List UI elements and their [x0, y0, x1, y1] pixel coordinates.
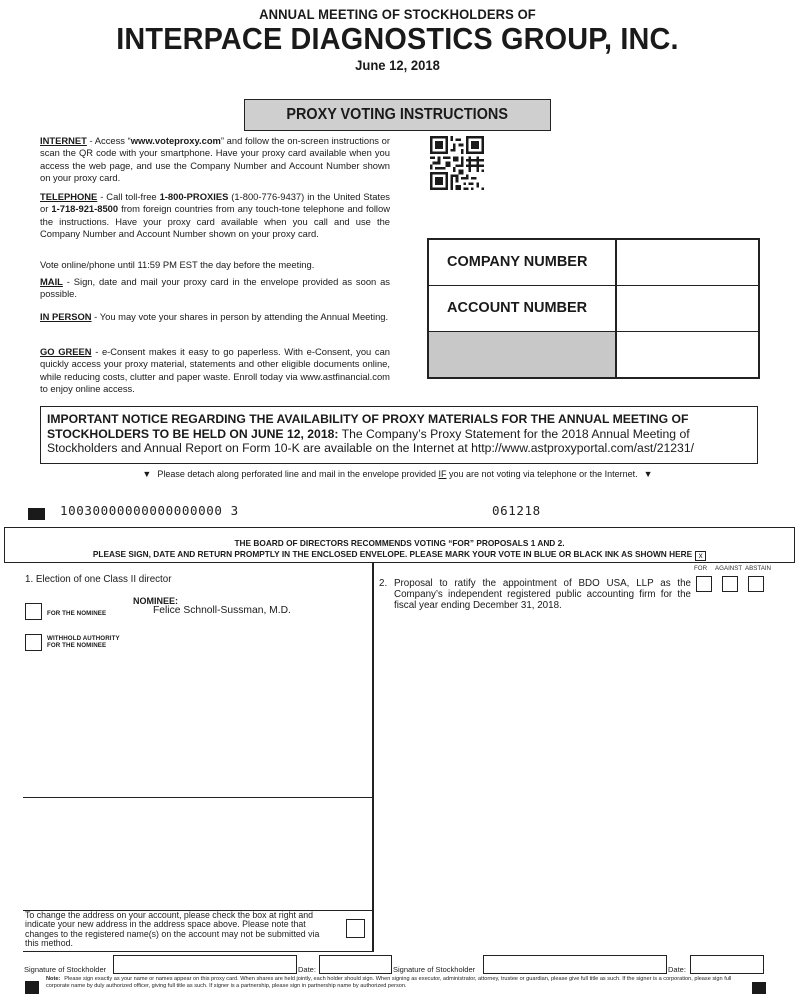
address-area-top [23, 797, 373, 798]
proposal-2-text: Proposal to ratify the appointment of BDO USA, LLP as the Company’s independent registered public accounting firm for the fiscal year ending December 31, 2018. [394, 578, 691, 611]
example-mark-box: x [695, 551, 706, 561]
registration-mark-bottom-left [25, 981, 39, 994]
mail-label: MAIL [40, 276, 63, 287]
voteproxy-link[interactable]: www.voteproxy.com [130, 135, 221, 146]
detach-text: Please detach along perforated line and mail in the envelope provided [157, 469, 439, 479]
nominee-heading: NOMINEE: [133, 596, 178, 606]
internet-text: - Access “ [86, 135, 131, 146]
proxy-voting-title-text: PROXY VOTING INSTRUCTIONS [286, 106, 509, 123]
vote-abstain-header: ABSTAIN [745, 565, 772, 572]
account-number-table [427, 238, 760, 379]
telephone-text-1: - Call toll-free [97, 191, 160, 202]
vote-for-header: FOR [694, 565, 708, 572]
telephone-text-3: from foreign countries from any touch-tone telephone and follow the instructions. Have your proxy card available when you call and use the Company Number and Account Number shown on your proxy card. [40, 203, 390, 239]
internet-instruction [40, 135, 390, 184]
address-change-text: To change the address on your account, please check the box at right and indicate your new address in the address space above. Please note that changes to the registered name(s) on the account may not be submitted via this method. [25, 910, 320, 949]
date-label-2: Date: [668, 965, 686, 974]
address-change-checkbox[interactable] [346, 919, 365, 938]
qr-code-icon[interactable] [430, 136, 484, 190]
detach-text-2: you are not voting via telephone or the Internet. [446, 469, 638, 479]
withhold-line-1: WITHHOLD AUTHORITY [47, 635, 120, 642]
address-change-bottom [23, 951, 373, 952]
telephone-instruction [40, 191, 390, 240]
date-field-2[interactable] [690, 955, 764, 974]
board-recommendation [4, 527, 795, 563]
withhold-authority-checbox[interactable] [25, 634, 42, 651]
detach-if: IF [438, 469, 447, 479]
go-green-label: GO GREEN [40, 346, 92, 357]
in-person-label: IN PERSON [40, 311, 92, 322]
account-number-label: ACCOUNT NUMBER [429, 286, 617, 331]
withhold-authority-label [47, 635, 120, 649]
proxy-voting-title [244, 99, 551, 131]
board-line-2-text: PLEASE SIGN, DATE AND RETURN PROMPTLY IN THE ENCLOSED ENVELOPE. PLEASE MARK YOUR VOTE IN BLUE OR BLACK INK AS SHOWN HERE [92, 548, 693, 559]
important-notice [40, 406, 758, 464]
account-number-row [429, 286, 758, 332]
tollfree-number: 1-800-PROXIES [159, 191, 229, 202]
vote-deadline: Vote online/phone until 11:59 PM EST the day before the meeting. [40, 259, 315, 270]
go-green-text: - e-Consent makes it easy to go paperless. With e-Consent, you can quickly access your proxy material, statements and other eligible documents online, while reducing costs, clutter and paper waste. Enroll today via www.astfinancial.com to enjoy online access. [40, 346, 390, 394]
mail-text: - Sign, date and mail your proxy card in the envelope provided as soon as possible. [40, 276, 390, 300]
company-number-field[interactable] [619, 240, 758, 285]
meeting-date: June 12, 2018 [355, 57, 440, 73]
registration-mark-bottom-right [752, 982, 766, 994]
mail-instruction [40, 276, 390, 301]
blank-field[interactable] [619, 332, 758, 377]
arrow-down-icon: ▼ [142, 469, 152, 479]
registration-mark [28, 508, 45, 520]
internet-text-2: ” and follow the on-screen instructions or scan the QR code with your smartphone. Have your proxy card available when you access the web page, and use the Company Number and Account Number shown on your proxy card. [40, 135, 390, 183]
detach-instruction [0, 469, 795, 479]
telephone-label: TELEPHONE [40, 191, 98, 202]
in-person-instruction [40, 311, 390, 323]
board-line-1: THE BOARD OF DIRECTORS RECOMMENDS VOTING “FOR” PROPOSALS 1 AND 2. [234, 538, 565, 548]
nominee-name: Felice Schnoll-Sussman, M.D. [153, 605, 291, 616]
foreign-number: 1-718-921-8500 [51, 203, 119, 215]
date-label-1: Date: [298, 965, 316, 974]
board-line-2 [5, 549, 794, 561]
signature-field-1[interactable] [113, 955, 297, 974]
column-divider [372, 563, 374, 952]
date-code: 061218 [492, 503, 541, 518]
blank-row [429, 332, 758, 377]
meeting-subtitle: ANNUAL MEETING OF STOCKHOLDERS OF [259, 6, 536, 22]
company-number-label: COMPANY NUMBER [429, 240, 617, 285]
arrow-down-icon: ▼ [643, 469, 653, 479]
proposal-2-abstain-checkbox[interactable] [748, 576, 764, 592]
signature-label-1: Signature of Stockholder [24, 965, 107, 974]
signature-field-2[interactable] [483, 955, 667, 974]
go-green-instruction [40, 346, 390, 395]
account-number-field[interactable] [619, 286, 758, 331]
signature-label-2: Signature of Stockholder [393, 965, 476, 974]
telephone-text-2: (1-800-776-9437) in the United States or [40, 191, 390, 215]
for-nominee-label: FOR THE NOMINEE [47, 610, 107, 617]
note-label: Note: [46, 976, 61, 982]
vote-against-header: AGAINST [715, 565, 743, 572]
company-number-row [429, 240, 758, 286]
proposal-2 [379, 578, 691, 611]
signing-note [46, 976, 756, 990]
for-nominee-checkbox[interactable] [25, 603, 42, 620]
in-person-text: - You may vote your shares in person by attending the Annual Meeting. [91, 311, 389, 322]
internet-label: INTERNET [40, 135, 87, 146]
company-name: INTERPACE DIAGNOSTICS GROUP, INC. [116, 21, 679, 56]
notice-heading: IMPORTANT NOTICE REGARDING THE AVAILABILITY OF PROXY MATERIALS FOR THE ANNUAL MEETING OF STOCKHOLDERS TO BE HELD ON JUNE 12, 2018: [47, 412, 689, 441]
proposal-2-against-checkbox[interactable] [722, 576, 738, 592]
proposal-2-number: 2. [379, 578, 388, 589]
date-field-1[interactable] [319, 955, 392, 974]
barcode-number: 10030000000000000000 3 [60, 503, 239, 518]
shaded-cell [429, 332, 617, 377]
notice-text: The Company’s Proxy Statement for the 2018 Annual Meeting of Stockholders and Annual Report on Form 10-K are available on the Internet at http://www.astproxyportal.com/ast/21231/ [47, 426, 694, 456]
proposal-2-for-checkbox[interactable] [696, 576, 712, 592]
proposal-1-title: 1. Election of one Class II director [25, 574, 172, 585]
withhold-line-2: FOR THE NOMINEE [47, 642, 107, 649]
note-text: Please sign exactly as your name or names appear on this proxy card. When shares are held jointly, each holder should sign. When signing as executor, administrator, attorney, trustee or guardian, please give full title as such. If the signer is a corporation, please sign full corporate name by duly authorized officer, giving full title as such. If signer is a partnership, please sign in partnership name by authorized person. [46, 976, 732, 989]
